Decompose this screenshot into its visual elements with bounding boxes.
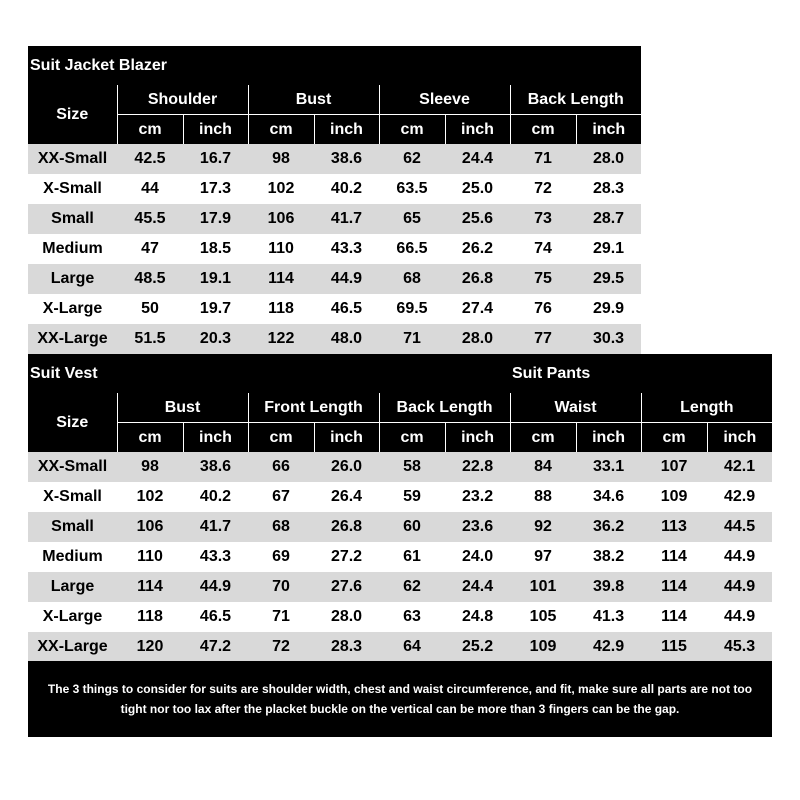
table-row (28, 204, 641, 234)
unit-header: cm (641, 423, 707, 453)
measurement-cell: 102 (117, 482, 183, 512)
measurement-cell: 45.3 (707, 632, 772, 662)
size-label: Small (28, 512, 117, 542)
measurement-cell: 77 (510, 324, 576, 354)
measurement-cell: 71 (379, 324, 445, 354)
measurement-cell: 114 (117, 572, 183, 602)
size-header: Size (28, 85, 117, 144)
measurement-cell: 69 (248, 542, 314, 572)
measurement-cell: 101 (510, 572, 576, 602)
measurement-cell: 23.2 (445, 482, 510, 512)
measurement-cell: 19.1 (183, 264, 248, 294)
measurement-cell: 106 (117, 512, 183, 542)
unit-header: inch (576, 423, 641, 453)
measurement-cell: 28.0 (314, 602, 379, 632)
measurement-cell: 72 (248, 632, 314, 662)
measurement-cell: 110 (248, 234, 314, 264)
size-label: XX-Large (28, 324, 117, 354)
measurement-cell: 98 (117, 452, 183, 482)
measurement-cell: 23.6 (445, 512, 510, 542)
size-label: XX-Small (28, 452, 117, 482)
measurement-cell: 27.6 (314, 572, 379, 602)
measurement-cell: 19.7 (183, 294, 248, 324)
size-label: Small (28, 204, 117, 234)
blazer-title: Suit Jacket Blazer (30, 57, 167, 74)
measurement-cell: 20.3 (183, 324, 248, 354)
vest-pants-title-bar (28, 354, 772, 393)
measurement-cell: 17.3 (183, 174, 248, 204)
unit-header: cm (379, 115, 445, 145)
unit-header: cm (379, 423, 445, 453)
measurement-cell: 25.0 (445, 174, 510, 204)
unit-header: inch (445, 423, 510, 453)
table-row (28, 572, 772, 602)
measurement-cell: 66.5 (379, 234, 445, 264)
group-header-shoulder: Shoulder (117, 85, 248, 115)
measurement-cell: 68 (379, 264, 445, 294)
measurement-cell: 68 (248, 512, 314, 542)
measurement-cell: 105 (510, 602, 576, 632)
measurement-cell: 26.2 (445, 234, 510, 264)
table-row (28, 632, 772, 662)
size-label: Large (28, 572, 117, 602)
table-row (28, 324, 641, 354)
measurement-cell: 25.6 (445, 204, 510, 234)
measurement-cell: 24.8 (445, 602, 510, 632)
measurement-cell: 63 (379, 602, 445, 632)
measurement-cell: 72 (510, 174, 576, 204)
group-header-bust: Bust (117, 393, 248, 423)
table-row (28, 482, 772, 512)
measurement-cell: 63.5 (379, 174, 445, 204)
blazer-size-table (28, 85, 641, 354)
measurement-cell: 62 (379, 572, 445, 602)
group-header-sleeve: Sleeve (379, 85, 510, 115)
vest-title: Suit Vest (30, 365, 98, 382)
measurement-cell: 43.3 (183, 542, 248, 572)
table-row (28, 174, 641, 204)
measurement-cell: 47 (117, 234, 183, 264)
measurement-cell: 61 (379, 542, 445, 572)
measurement-cell: 43.3 (314, 234, 379, 264)
group-header-waist: Waist (510, 393, 641, 423)
measurement-cell: 110 (117, 542, 183, 572)
group-header-bust: Bust (248, 85, 379, 115)
measurement-cell: 39.8 (576, 572, 641, 602)
sizing-note (28, 661, 772, 737)
measurement-cell: 27.2 (314, 542, 379, 572)
measurement-cell: 28.0 (576, 144, 641, 174)
measurement-cell: 46.5 (183, 602, 248, 632)
group-header-back-length: Back Length (510, 85, 641, 115)
measurement-cell: 17.9 (183, 204, 248, 234)
measurement-cell: 38.2 (576, 542, 641, 572)
unit-header: inch (445, 115, 510, 145)
sizing-note-text: The 3 things to consider for suits are shoulder width, chest and waist circumference, and fit, make sure all parts are not too tight nor too lax after the placket buckle on the vertical can be more than 3 fingers can be the gap. (47, 682, 753, 716)
table-row (28, 264, 641, 294)
table-row (28, 512, 772, 542)
measurement-cell: 74 (510, 234, 576, 264)
measurement-cell: 42.5 (117, 144, 183, 174)
measurement-cell: 22.8 (445, 452, 510, 482)
unit-header: inch (707, 423, 772, 453)
measurement-cell: 42.1 (707, 452, 772, 482)
measurement-cell: 51.5 (117, 324, 183, 354)
table-row (28, 234, 641, 264)
measurement-cell: 106 (248, 204, 314, 234)
measurement-cell: 44.9 (707, 572, 772, 602)
measurement-cell: 66 (248, 452, 314, 482)
measurement-cell: 60 (379, 512, 445, 542)
unit-header: inch (314, 115, 379, 145)
measurement-cell: 38.6 (183, 452, 248, 482)
unit-header: inch (183, 423, 248, 453)
measurement-cell: 24.4 (445, 572, 510, 602)
measurement-cell: 26.8 (314, 512, 379, 542)
measurement-cell: 70 (248, 572, 314, 602)
measurement-cell: 64 (379, 632, 445, 662)
unit-header: cm (248, 423, 314, 453)
measurement-cell: 38.6 (314, 144, 379, 174)
measurement-cell: 120 (117, 632, 183, 662)
measurement-cell: 46.5 (314, 294, 379, 324)
measurement-cell: 122 (248, 324, 314, 354)
measurement-cell: 75 (510, 264, 576, 294)
vest-pants-size-table (28, 393, 772, 662)
measurement-cell: 28.0 (445, 324, 510, 354)
size-label: Medium (28, 234, 117, 264)
measurement-cell: 109 (510, 632, 576, 662)
unit-header: inch (314, 423, 379, 453)
measurement-cell: 29.9 (576, 294, 641, 324)
measurement-cell: 114 (248, 264, 314, 294)
measurement-cell: 107 (641, 452, 707, 482)
table-row (28, 542, 772, 572)
unit-header: cm (117, 115, 183, 145)
measurement-cell: 59 (379, 482, 445, 512)
measurement-cell: 48.5 (117, 264, 183, 294)
measurement-cell: 65 (379, 204, 445, 234)
measurement-cell: 73 (510, 204, 576, 234)
measurement-cell: 41.7 (183, 512, 248, 542)
measurement-cell: 42.9 (576, 632, 641, 662)
measurement-cell: 29.1 (576, 234, 641, 264)
measurement-cell: 26.4 (314, 482, 379, 512)
group-header-length: Length (641, 393, 772, 423)
measurement-cell: 67 (248, 482, 314, 512)
size-label: XX-Small (28, 144, 117, 174)
measurement-cell: 41.7 (314, 204, 379, 234)
measurement-cell: 41.3 (576, 602, 641, 632)
measurement-cell: 58 (379, 452, 445, 482)
table-row (28, 294, 641, 324)
measurement-cell: 27.4 (445, 294, 510, 324)
size-label: XX-Large (28, 632, 117, 662)
measurement-cell: 118 (248, 294, 314, 324)
measurement-cell: 30.3 (576, 324, 641, 354)
unit-header: cm (510, 115, 576, 145)
measurement-cell: 115 (641, 632, 707, 662)
measurement-cell: 88 (510, 482, 576, 512)
measurement-cell: 97 (510, 542, 576, 572)
measurement-cell: 71 (248, 602, 314, 632)
measurement-cell: 44.9 (707, 542, 772, 572)
size-label: X-Small (28, 482, 117, 512)
measurement-cell: 109 (641, 482, 707, 512)
measurement-cell: 118 (117, 602, 183, 632)
measurement-cell: 113 (641, 512, 707, 542)
measurement-cell: 28.7 (576, 204, 641, 234)
measurement-cell: 44.9 (314, 264, 379, 294)
measurement-cell: 62 (379, 144, 445, 174)
measurement-cell: 114 (641, 602, 707, 632)
group-header-front-length: Front Length (248, 393, 379, 423)
size-header: Size (28, 393, 117, 452)
unit-header: inch (183, 115, 248, 145)
measurement-cell: 44.9 (707, 602, 772, 632)
size-label: X-Small (28, 174, 117, 204)
unit-header: cm (117, 423, 183, 453)
measurement-cell: 71 (510, 144, 576, 174)
measurement-cell: 26.0 (314, 452, 379, 482)
measurement-cell: 33.1 (576, 452, 641, 482)
measurement-cell: 114 (641, 542, 707, 572)
measurement-cell: 26.8 (445, 264, 510, 294)
group-header-back-length: Back Length (379, 393, 510, 423)
measurement-cell: 18.5 (183, 234, 248, 264)
measurement-cell: 44.5 (707, 512, 772, 542)
measurement-cell: 69.5 (379, 294, 445, 324)
measurement-cell: 28.3 (314, 632, 379, 662)
measurement-cell: 76 (510, 294, 576, 324)
measurement-cell: 102 (248, 174, 314, 204)
measurement-cell: 98 (248, 144, 314, 174)
measurement-cell: 44.9 (183, 572, 248, 602)
measurement-cell: 40.2 (183, 482, 248, 512)
size-label: Large (28, 264, 117, 294)
measurement-cell: 34.6 (576, 482, 641, 512)
measurement-cell: 42.9 (707, 482, 772, 512)
measurement-cell: 24.4 (445, 144, 510, 174)
measurement-cell: 40.2 (314, 174, 379, 204)
size-label: X-Large (28, 602, 117, 632)
measurement-cell: 114 (641, 572, 707, 602)
measurement-cell: 24.0 (445, 542, 510, 572)
measurement-cell: 47.2 (183, 632, 248, 662)
size-label: X-Large (28, 294, 117, 324)
unit-header: cm (510, 423, 576, 453)
measurement-cell: 45.5 (117, 204, 183, 234)
measurement-cell: 28.3 (576, 174, 641, 204)
measurement-cell: 92 (510, 512, 576, 542)
measurement-cell: 50 (117, 294, 183, 324)
measurement-cell: 44 (117, 174, 183, 204)
measurement-cell: 48.0 (314, 324, 379, 354)
table-row (28, 452, 772, 482)
unit-header: cm (248, 115, 314, 145)
table-row (28, 144, 641, 174)
measurement-cell: 25.2 (445, 632, 510, 662)
measurement-cell: 36.2 (576, 512, 641, 542)
measurement-cell: 29.5 (576, 264, 641, 294)
unit-header: inch (576, 115, 641, 145)
measurement-cell: 16.7 (183, 144, 248, 174)
table-row (28, 602, 772, 632)
pants-title: Suit Pants (512, 365, 591, 382)
size-label: Medium (28, 542, 117, 572)
measurement-cell: 84 (510, 452, 576, 482)
